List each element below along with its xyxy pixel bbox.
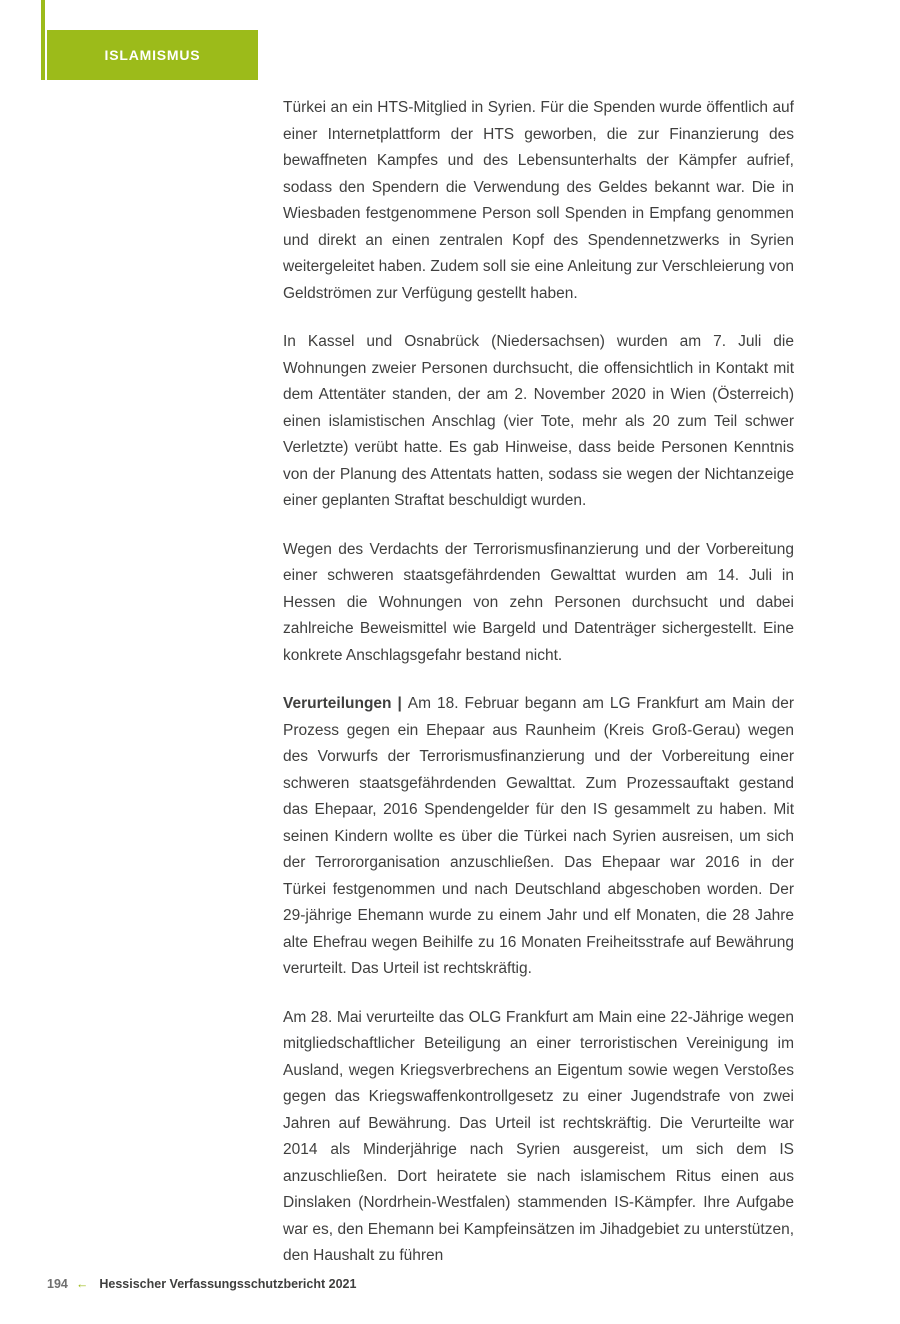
report-title: Hessischer Verfassungsschutzbericht 2021 bbox=[99, 1277, 357, 1291]
back-arrow-icon: ← bbox=[75, 1277, 89, 1291]
paragraph: Am 28. Mai verurteilte das OLG Frankfurt am Main eine 22-Jährige wegen mitgliedschaftlicher Beteiligung an einer terroristischen Vereinigung im Ausland, wegen Kriegsverbrechens an Eigentum sowie wegen Verstoßes gegen das Kriegswaffenkontrollgesetz zu einer Jugendstrafe von zwei Jahren auf Bewährung. Das Urteil ist rechtskräftig. Die Verurteilte war 2014 als Minderjährige nach Syrien ausgereist, um sich dem IS anzuschließen. Dort heiratete sie nach islamischem Ritus einen aus Dinslaken (Nordrhein-Westfalen) stammenden IS-Kämpfer. Ihre Aufgabe war es, den Ehemann bei Kampfeinsätzen im Jihadgebiet zu unterstützen, den Haushalt zu führen bbox=[283, 1008, 794, 1264]
paragraph bbox=[283, 691, 794, 983]
body-text-column bbox=[283, 95, 794, 1292]
paragraph: Türkei an ein HTS-Mitglied in Syrien. Für die Spenden wurde öffentlich auf einer Internetplattform der HTS geworben, die zur Finanzierung des bewaffneten Kampfes und des Lebensunterhalts der Kämpfer aufrief, sodass den Spendern die Verwendung des Geldes bekannt war. Die in Wiesbaden festgenommene Person soll Spenden in Empfang genommen und direkt an einen zentralen Kopf des Spendennetzwerks in Syrien weitergeleitet haben. Zudem soll sie eine Anleitung zur Verschleierung von Geldströmen zur Verfügung gestellt haben. bbox=[283, 99, 794, 302]
paragraph: Wegen des Verdachts der Terrorismusfinanzierung und der Vorbereitung einer schweren staatsgefährdenden Gewalttat wurden am 14. Juli in Hessen die Wohnungen von zehn Personen durchsucht und dabei zahlreiche Beweismittel wie Bargeld und Datenträger sichergestellt. Eine konkrete Anschlagsgefahr bestand nicht. bbox=[283, 540, 794, 664]
section-label: ISLAMISMUS bbox=[104, 47, 201, 63]
paragraph: In Kassel und Osnabrück (Niedersachsen) wurden am 7. Juli die Wohnungen zweier Personen durchsucht, die offensichtlich in Kontakt mit dem Attentäter standen, der am 2. November 2020 in Wien (Österreich) einen islamistischen Anschlag (vier Tote, mehr als 20 zum Teil schwer Verletzte) verübt hatte. Es gab Hinweise, dass beide Personen Kenntnis von der Planung des Attentats hatten, sodass sie wegen der Nichtanzeige einer geplanten Straftat beschuldigt wurden. bbox=[283, 333, 794, 509]
page-number: 194 bbox=[47, 1277, 68, 1291]
paragraph-lead: Verurteilungen | bbox=[283, 695, 408, 712]
accent-edge-rule bbox=[41, 0, 45, 80]
page-footer bbox=[47, 1277, 356, 1291]
section-header bbox=[47, 30, 258, 80]
paragraph-text: Am 18. Februar begann am LG Frankfurt am Main der Prozess gegen ein Ehepaar aus Raunheim (Kreis Groß-Gerau) wegen des Vorwurfs der Terrorismusfinanzierung und der Vorbereitung einer schweren staatsgefährdenden Gewalttat. Zum Prozessauftakt gestand das Ehepaar, 2016 Spendengelder für den IS gesammelt zu haben. Mit seinen Kindern wollte es über die Türkei nach Syrien ausreisen, um sich der Terrororganisation anzuschließen. Das Ehepaar war 2016 in der Türkei festgenommen und nach Deutschland abgeschoben worden. Der 29-jährige Ehemann wurde zu einem Jahr und elf Monaten, die 28 Jahre alte Ehefrau wegen Beihilfe zu 16 Monaten Freiheitsstrafe auf Bewährung verurteilt. Das Urteil ist rechtskräftig. bbox=[283, 695, 794, 977]
